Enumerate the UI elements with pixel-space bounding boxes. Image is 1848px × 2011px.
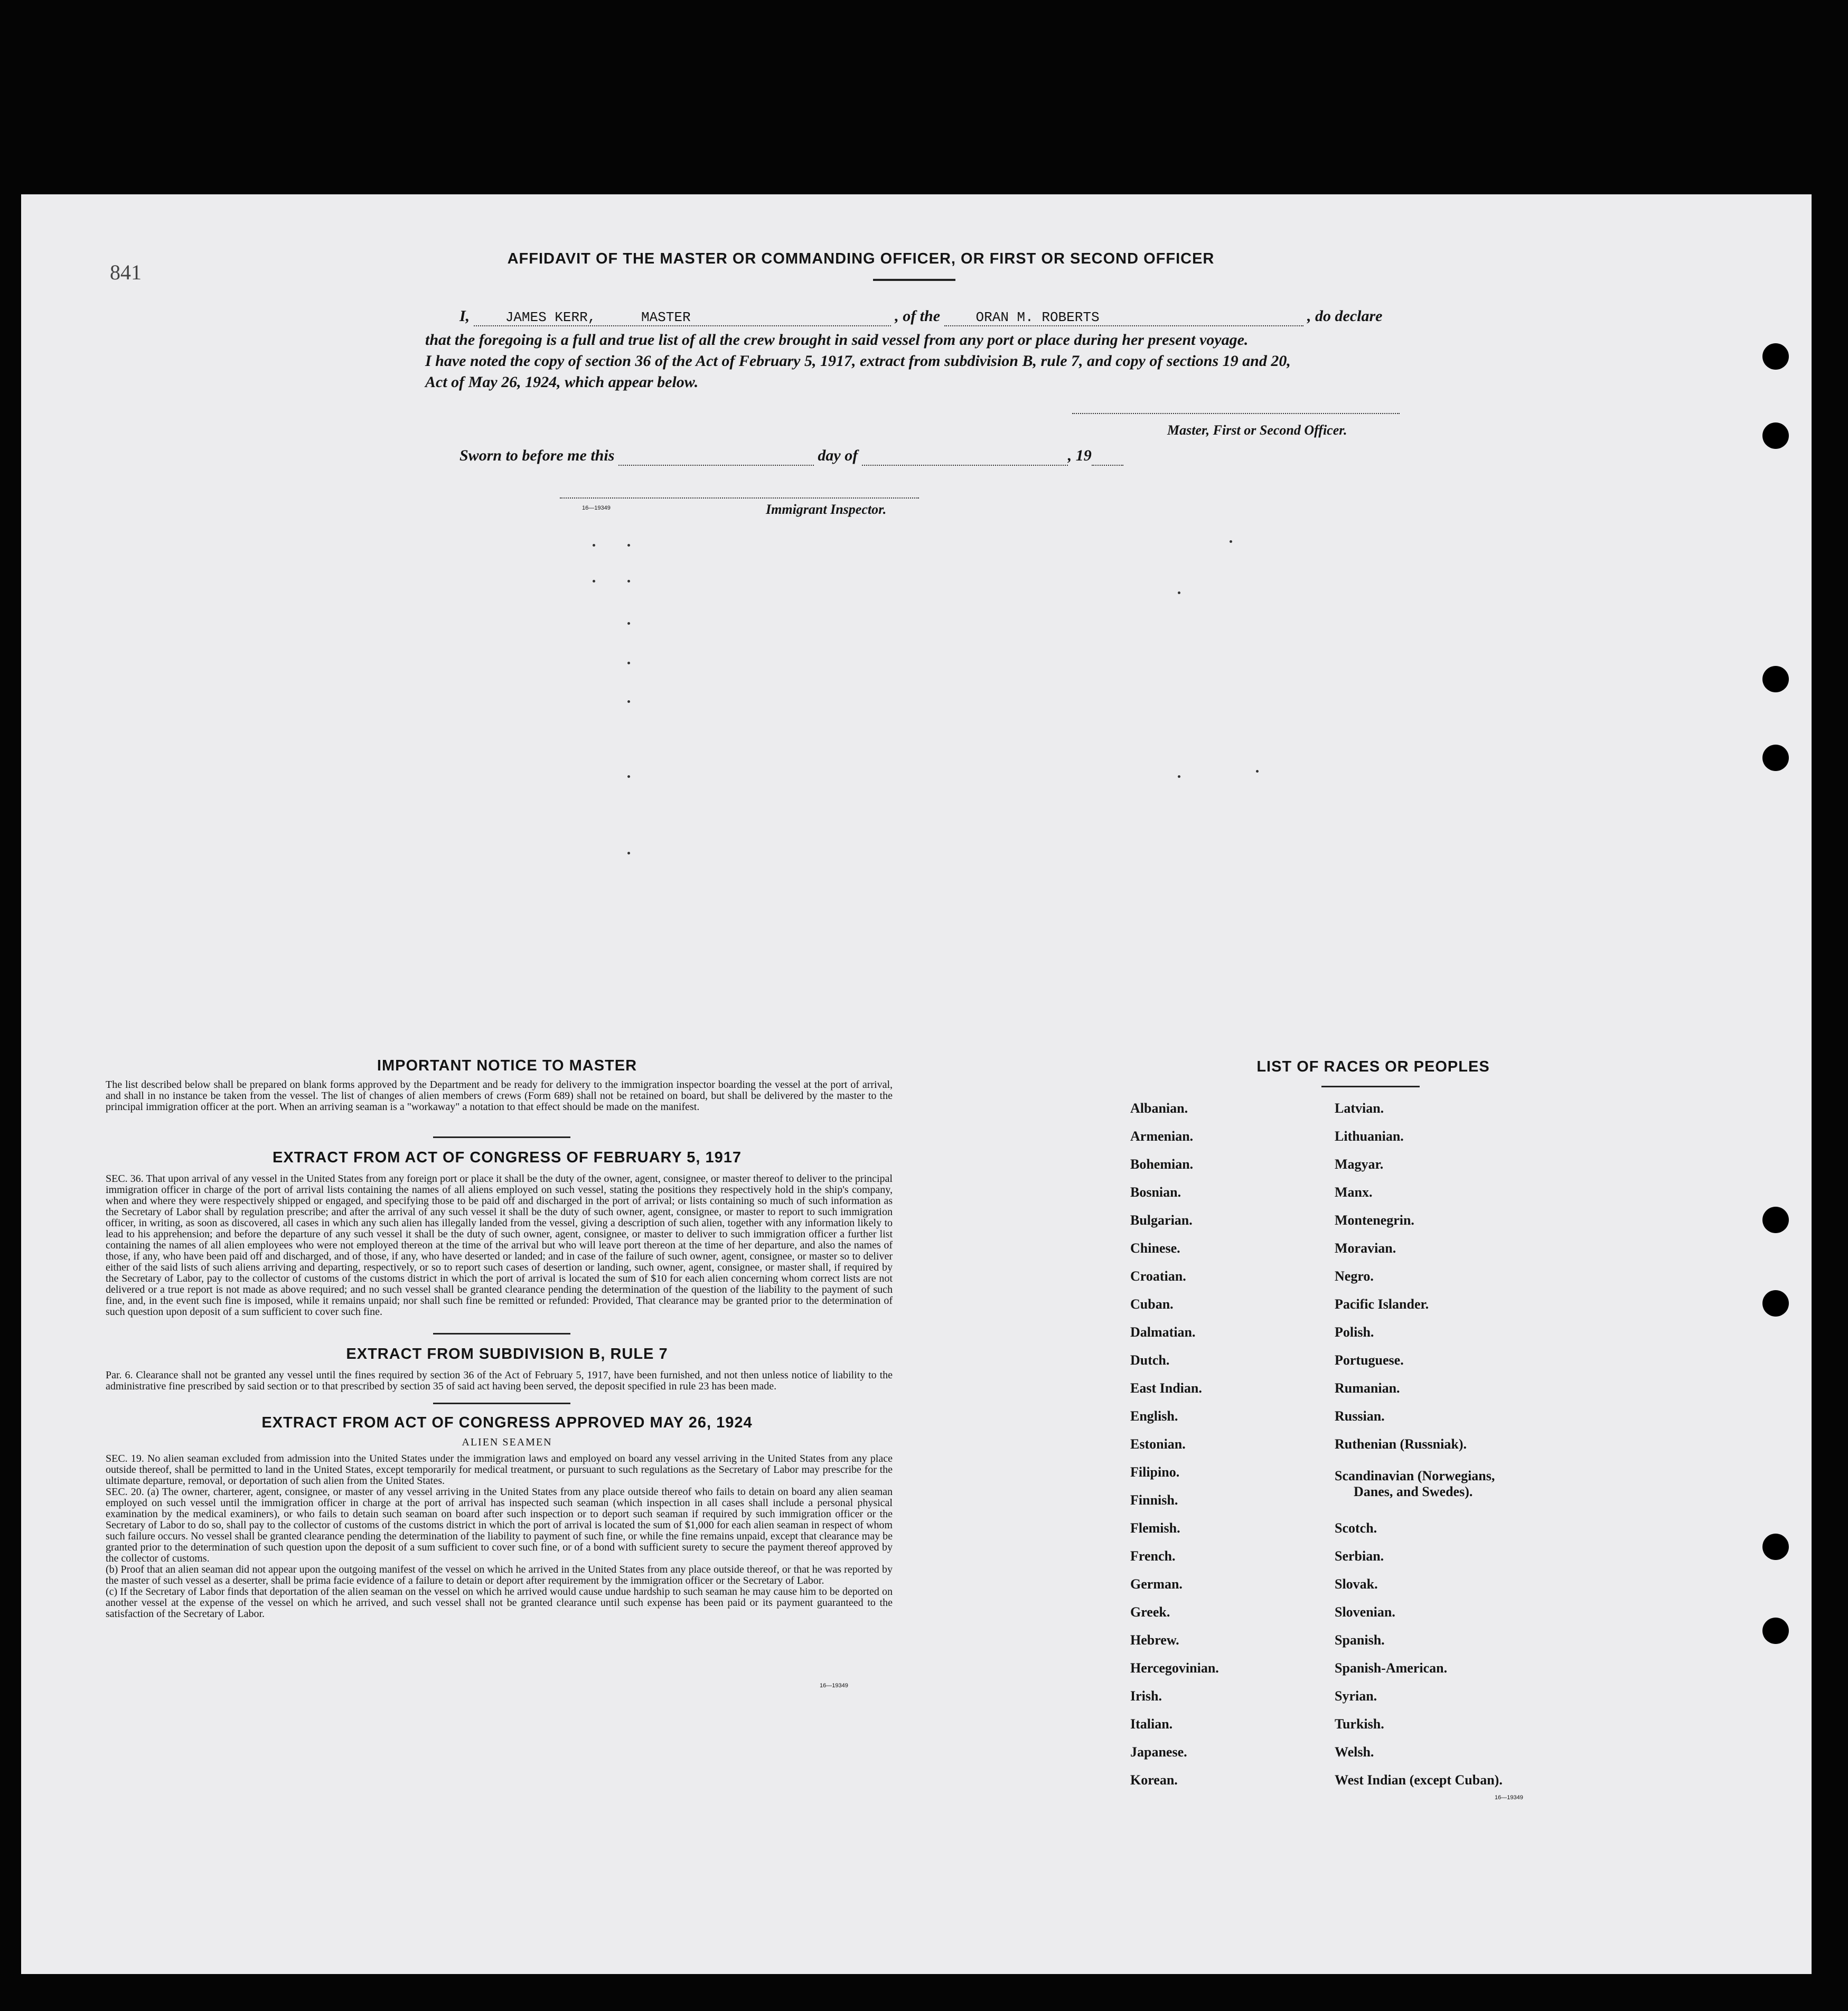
speck <box>1178 591 1180 594</box>
section-rule <box>433 1136 570 1138</box>
race-item: Pacific Islander. <box>1335 1296 1429 1312</box>
punch-hole <box>1762 666 1789 692</box>
affidavit-line4: Act of May 26, 1924, which appear below. <box>425 373 699 391</box>
race-item: Montenegrin. <box>1335 1213 1414 1228</box>
race-item: Latvian. <box>1335 1101 1384 1116</box>
affidavit-line1 <box>459 307 1621 326</box>
speck <box>627 622 630 625</box>
sec20c-text: (c) If the Secretary of Labor finds that deportation of the alien seaman on the vessel on which he arrived would cause undue hardship to such seaman he may cause him to be deported on another vessel at the expense of the vessel on which he arrived, and such vessel shall not be granted clearance until such expense has been paid or its payment guaranteed to the satisfaction of the Secretary of Labor. <box>106 1586 893 1620</box>
race-item: Negro. <box>1335 1268 1374 1284</box>
race-item: Russian. <box>1335 1408 1385 1424</box>
race-item: Syrian. <box>1335 1688 1377 1704</box>
master-name-value: JAMES KERR, <box>505 309 596 325</box>
speck <box>1230 540 1232 543</box>
race-item: Korean. <box>1130 1772 1178 1788</box>
speck <box>593 580 595 582</box>
margin-note: 841 <box>110 260 142 284</box>
race-item: Magyar. <box>1335 1157 1384 1172</box>
race-item: Welsh. <box>1335 1744 1374 1760</box>
notice-body: The list described below shall be prepared on blank forms approved by the Department and be ready for delivery to the immigration inspector boarding the vessel at the port of arrival, and shall in no instance be taken from the vessel. The list of changes of alien members of crews (Form 689) shall not be retained on board, but shall be delivered by the master to the principal immigration officer at the port. When an arriving seaman is a "workaway" a notation to that effect should be made on the manifest. <box>106 1079 893 1113</box>
form-number-top: 16—19349 <box>582 505 611 511</box>
race-item: English. <box>1130 1408 1178 1424</box>
race-item: East Indian. <box>1130 1380 1202 1396</box>
punch-hole <box>1762 343 1789 370</box>
race-item: Bosnian. <box>1130 1185 1181 1200</box>
race-item: Slovak. <box>1335 1576 1378 1592</box>
document-page <box>21 194 1812 1974</box>
rule7-body: Par. 6. Clearance shall not be granted any vessel until the fines required by section 36 of the Act of February 5, 1917, have been furnished, and not then unless notice of liability to the administrative fine prescribed by said section or to that prescribed by section 35 of said act having been served, the deposit specified in rule 23 has been made. <box>106 1369 893 1392</box>
master-name-field <box>474 309 891 326</box>
race-item: Dutch. <box>1130 1352 1170 1368</box>
sworn-month-field <box>862 447 1068 466</box>
race-item: West Indian (except Cuban). <box>1335 1772 1503 1788</box>
race-item: Spanish. <box>1335 1632 1385 1648</box>
affidavit-line3: I have noted the copy of section 36 of the Act of February 5, 1917, extract from subdivision B, rule 7, and copy of sections 19 and 20, <box>425 352 1291 370</box>
race-item: Manx. <box>1335 1185 1373 1200</box>
affidavit-i: I, <box>459 307 470 325</box>
punch-hole <box>1762 422 1789 449</box>
punch-hole <box>1762 745 1789 771</box>
race-item: Bulgarian. <box>1130 1213 1193 1228</box>
races-title: LIST OF RACES OR PEOPLES <box>1256 1058 1490 1075</box>
race-item: Moravian. <box>1335 1241 1396 1256</box>
sworn-day-field <box>618 447 814 466</box>
section-rule <box>433 1403 570 1404</box>
race-item: Slovenian. <box>1335 1604 1395 1620</box>
of-the-label: , of the <box>895 307 941 325</box>
section-rule <box>433 1333 570 1335</box>
race-item: Portuguese. <box>1335 1352 1404 1368</box>
speck <box>627 775 630 778</box>
year-label: , 19 <box>1067 447 1092 464</box>
race-item: Italian. <box>1130 1716 1173 1732</box>
sworn-label: Sworn to before me this <box>459 447 615 464</box>
race-item: Estonian. <box>1130 1436 1186 1452</box>
race-item: Greek. <box>1130 1604 1170 1620</box>
race-item: Lithuanian. <box>1335 1129 1404 1144</box>
race-item: Spanish-American. <box>1335 1660 1448 1676</box>
title-rule <box>873 279 955 281</box>
race-item: Serbian. <box>1335 1548 1384 1564</box>
day-of-label: day of <box>818 447 858 464</box>
speck <box>1178 775 1180 778</box>
punch-hole <box>1762 1290 1789 1317</box>
race-item: French. <box>1130 1548 1176 1564</box>
race-item: Irish. <box>1130 1688 1162 1704</box>
sworn-year-field <box>1092 447 1123 466</box>
affidavit-title: AFFIDAVIT OF THE MASTER OR COMMANDING OFFICER, OR FIRST OR SECOND OFFICER <box>507 250 1215 267</box>
race-item: Filipino. <box>1130 1464 1180 1480</box>
speck <box>627 700 630 703</box>
race-item: Hebrew. <box>1130 1632 1179 1648</box>
race-item: Ruthenian (Russniak). <box>1335 1436 1467 1452</box>
race-item: Hercegovinian. <box>1130 1660 1219 1676</box>
alien-seamen-subtitle: ALIEN SEAMEN <box>462 1436 552 1448</box>
notice-title: IMPORTANT NOTICE TO MASTER <box>377 1057 637 1074</box>
race-item: Chinese. <box>1130 1241 1180 1256</box>
race-item: Rumanian. <box>1335 1380 1400 1396</box>
affidavit-line2: that the foregoing is a full and true list of all the crew brought in said vessel from any port or place during her present voyage. <box>425 331 1249 349</box>
speck <box>593 544 595 547</box>
signature-line <box>1072 413 1400 414</box>
sec20b-text: (b) Proof that an alien seaman did not appear upon the outgoing manifest of the vessel on which he arrived in the United States from any place outside thereof, or that he was reported by the master of such vessel as a deserter, shall be prima facie evidence of a failure to detain or deport after requirement by the immigration officer or the Secretary of Labor. <box>106 1564 893 1586</box>
master-rank-value: MASTER <box>641 309 691 325</box>
extract-1924-body <box>106 1453 893 1620</box>
extract-1917-title: EXTRACT FROM ACT OF CONGRESS OF FEBRUARY 5, 1917 <box>272 1149 742 1166</box>
inspector-signature-line <box>560 497 919 499</box>
race-item: Scotch. <box>1335 1520 1377 1536</box>
race-item: Scandinavian (Norwegians, <box>1335 1468 1495 1483</box>
do-declare-label: , do declare <box>1307 307 1383 325</box>
race-item: Danes, and Swedes). <box>1354 1484 1473 1499</box>
race-item: Turkish. <box>1335 1716 1384 1732</box>
race-item: Albanian. <box>1130 1101 1188 1116</box>
rule7-title: EXTRACT FROM SUBDIVISION B, RULE 7 <box>346 1346 668 1362</box>
speck <box>627 852 630 854</box>
race-item: Cuban. <box>1130 1296 1174 1312</box>
inspector-label: Immigrant Inspector. <box>766 502 887 517</box>
race-item: German. <box>1130 1576 1183 1592</box>
punch-hole <box>1762 1207 1789 1233</box>
race-item: Armenian. <box>1130 1129 1194 1144</box>
race-item: Flemish. <box>1130 1520 1180 1536</box>
speck <box>627 662 630 664</box>
race-item: Croatian. <box>1130 1268 1186 1284</box>
race-item: Finnish. <box>1130 1492 1178 1508</box>
signature-label: Master, First or Second Officer. <box>1167 422 1347 438</box>
speck <box>1256 770 1259 773</box>
affidavit-body <box>425 330 1629 393</box>
speck <box>627 580 630 582</box>
form-number-mid: 16—19349 <box>820 1683 848 1689</box>
race-item: Dalmatian. <box>1130 1324 1196 1340</box>
sec20a-text: SEC. 20. (a) The owner, charterer, agent, consignee, or master of any vessel arriving in the United States from any place outside thereof who fails to detain on board any alien seaman employed on such vessel until the immigration officer in charge at the port of arrival has inspected such seaman (which inspection in all cases shall include a personal physical examination by the medical examiners), or who fails to detain such seaman on board after such inspection or to deport such seaman if required by such immigration officer or the Secretary of Labor to do so, shall pay to the collector of customs of the customs district in which the port of arrival is located the sum of $1,000 for each alien seaman in respect of whom such failure occurs. No vessel shall be granted clearance pending the determination of the liability to payment of such fine, or while the fine remains unpaid, except that clearance may be granted prior to the determination of such question upon the deposit of a sum sufficient to cover such fine, or of a bond with sufficient surety to secure the payment thereof approved by the collector of customs. <box>106 1486 893 1564</box>
punch-hole <box>1762 1534 1789 1560</box>
sworn-line <box>459 447 1123 466</box>
race-item: Polish. <box>1335 1324 1374 1340</box>
race-item: Bohemian. <box>1130 1157 1194 1172</box>
extract-1917-body: SEC. 36. That upon arrival of any vessel in the United States from any foreign port or place it shall be the duty of the owner, agent, consignee, or master thereof to deliver to the principal immigration officer in charge of the port of arrival lists containing the names of all aliens employed on such vessel, stating the positions they respectively hold in the ship's company, when and where they were respectively shipped or engaged, and specifying those to be paid off and discharged in the port of arrival; or lists containing so much of such information as the Secretary of Labor shall by regulation prescribe; and after the arrival of any such vessel it shall be the duty of such owner, agent, consignee, or master to report to such immigration officer, in writing, as soon as discovered, all cases in which any such alien has illegally landed from the vessel, giving a description of such alien, together with any information likely to lead to his apprehension; and before the departure of any such vessel it shall be the duty of such owner, agent, consignee, or master to deliver to such immigration officer a further list containing the names of all alien employees who were not employed thereon at the time of the arrival but who will leave port thereon at the time of her departure, and also the names of those, if any, who have been paid off and discharged, and of those, if any, who have deserted or landed; and in case of the failure of such owner, agent, consignee, or master so to deliver either of the said lists of such aliens arriving and departing, respectively, or so to report such cases of desertion or landing, such owner, agent, consignee, or master shall, if required by the Secretary of Labor, pay to the collector of customs of the customs district in which the port of arrival is located the sum of $10 for each alien concerning whom correct lists are not delivered or a true report is not made as above required; and no such vessel shall be granted clearance pending the determination of the question of the liability to the payment of such fine, and, in the event such fine is imposed, while it remains unpaid; nor shall such fine be remitted or refunded: Provided, That clearance may be granted prior to the determination of such question upon deposit of a sum sufficient to cover such fine. <box>106 1173 893 1318</box>
sec19-text: SEC. 19. No alien seaman excluded from admission into the United States under the immigration laws and employed on board any vessel arriving in the United States from any place outside thereof, shall be permitted to land in the United States, except temporarily for medical treatment, or pursuant to such regulations as the Secretary of Labor may prescribe for the ultimate departure, removal, or deportation of such alien from the United States. <box>106 1453 893 1487</box>
race-item: Japanese. <box>1130 1744 1187 1760</box>
vessel-name-value: ORAN M. ROBERTS <box>944 309 1303 326</box>
races-title-rule <box>1321 1086 1420 1087</box>
extract-1924-title: EXTRACT FROM ACT OF CONGRESS APPROVED MAY 26, 1924 <box>261 1414 753 1431</box>
punch-hole <box>1762 1618 1789 1644</box>
speck <box>627 544 630 547</box>
form-number-bottom: 16—19349 <box>1495 1794 1523 1801</box>
